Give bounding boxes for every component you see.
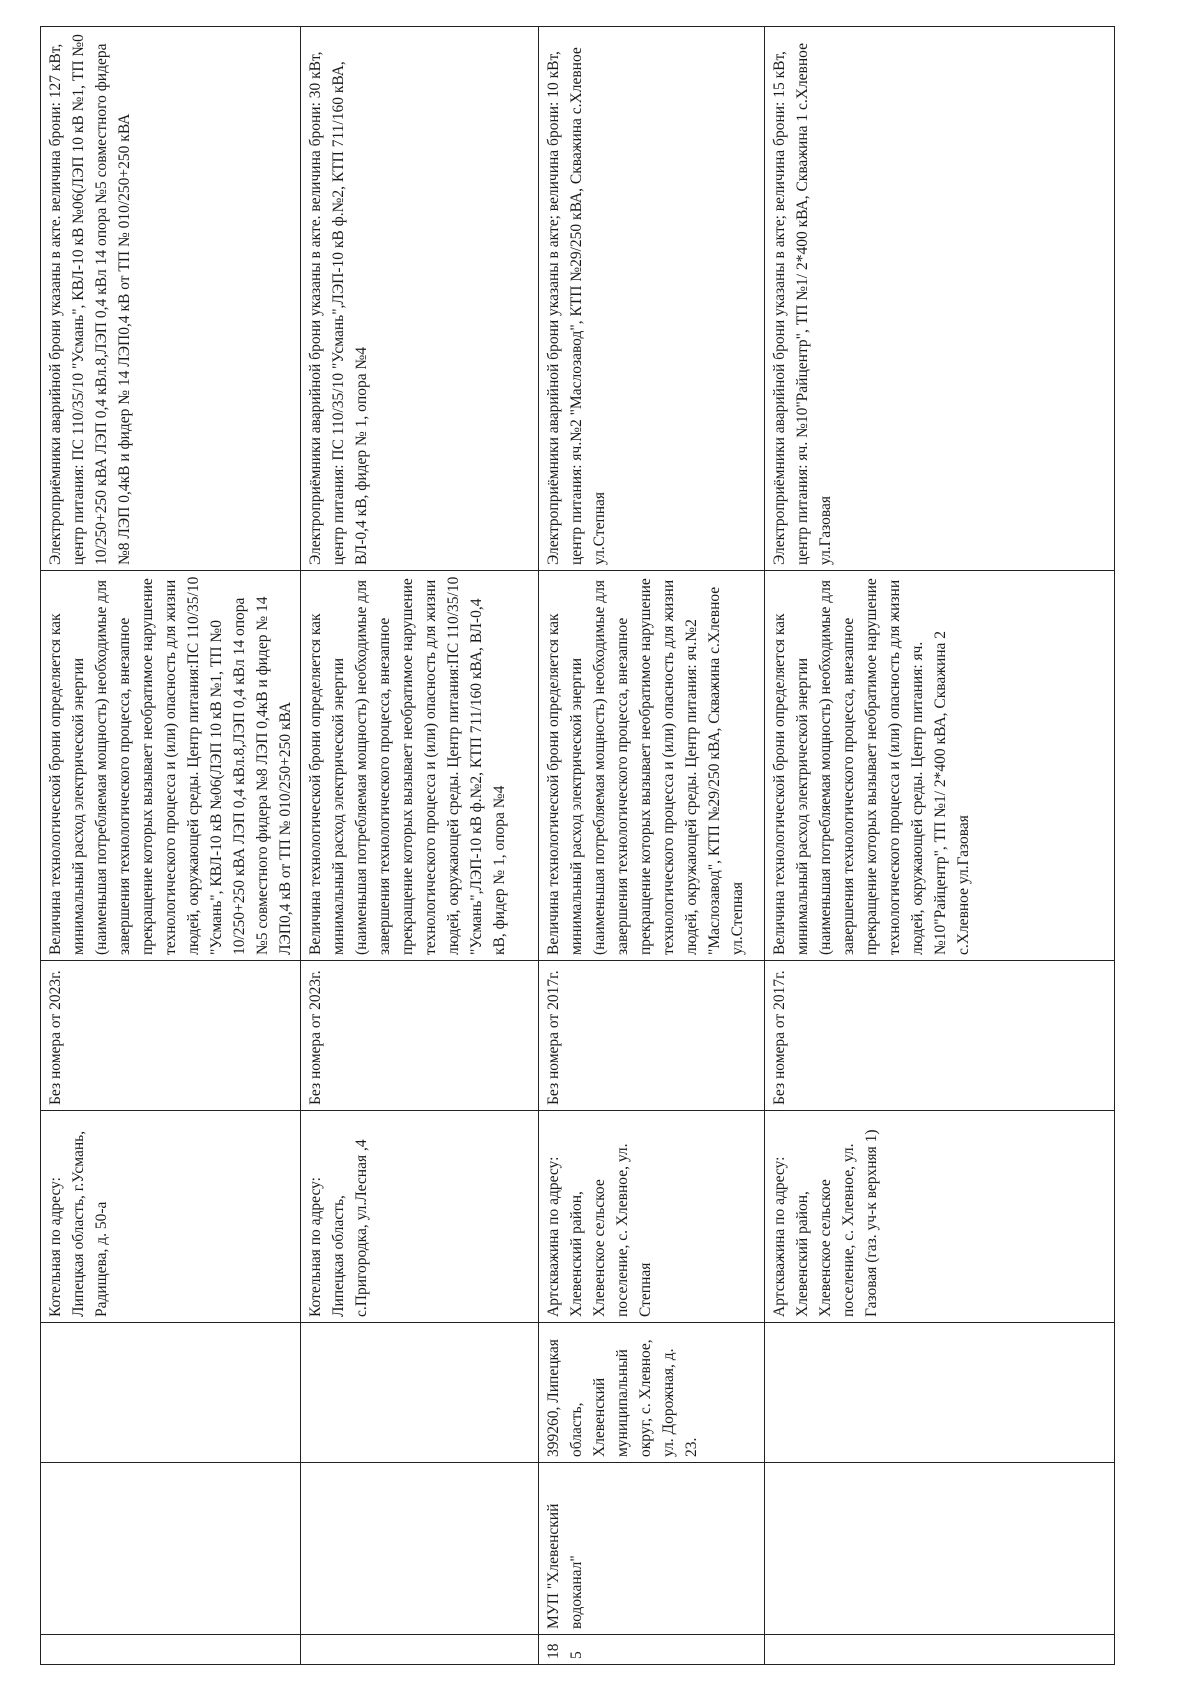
table-row (301, 27, 539, 1665)
organization-address (301, 1323, 539, 1463)
organization-address (41, 1323, 301, 1463)
technological-reserve: Величина технологической брони определяется как минимальный расход электрической энергии (наименьшая потребляемая мощность) необходимые для завершения технологического процесса, внезапное прекращение которых вызывает необратимое нарушение технологического процесса и (или) опасность для жизни людей, окружающей среды. Центр питания:ПС 110/35/10 "Усмань",ЛЭП-10 кВ ф.№2, КТП 711/160 кВА, ВЛ-0,4 кВ, фидер № 1, опора №4 (301, 571, 539, 961)
organization-name (301, 1463, 539, 1635)
object-address: Котельная по адресу: Липецкая область, г.Усмань, Радищева, д. 50-а (41, 1111, 301, 1323)
technological-reserve: Величина технологической брони определяется как минимальный расход электрической энергии (наименьшая потребляемая мощность) необходимые для завершения технологического процесса, внезапное прекращение которых вызывает необратимое нарушение технологического процесса и (или) опасность для жизни людей, окружающей среды. Центр питания: яч. №10"Райцентр", ТП №1/ 2*400 кВА, Скважина 2 с.Хлевное ул.Газовая (765, 571, 1115, 961)
table-row (765, 27, 1115, 1665)
reservation-table (40, 26, 1115, 1665)
emergency-reserve: Электроприёмники аварийной брони указаны в акте; величина брони: 15 кВт, центр питания: яч. №10"Райцентр", ТП №1/ 2*400 кВА, Скважина 1 с.Хлевное ул.Газовая (765, 27, 1115, 571)
emergency-reserve: Электроприёмники аварийной брони указаны в акте; величина брони: 10 кВт, центр питания: яч.№2 "Маслозавод", КТП №29/250 кВА, Скважина с.Хлевное ул.Степная (539, 27, 765, 571)
technological-reserve: Величина технологической брони определяется как минимальный расход электрической энергии (наименьшая потребляемая мощность) необходимые для завершения технологического процесса, внезапное прекращение которых вызывает необратимое нарушение технологического процесса и (или) опасность для жизни людей, окружающей среды. Центр питания:ПС 110/35/10 "Усмань", КВЛ-10 кВ №06(ЛЭП 10 кВ №1, ТП №0 10/250+250 кВА ЛЭП 0,4 кВл.8,ЛЭП 0,4 кВл 14 опора №5 совместного фидера №8 ЛЭП 0,4кВ и фидер № 14 ЛЭП0,4 кВ от ТП № 010/250+250 кВА (41, 571, 301, 961)
emergency-reserve: Электроприёмники аварийной брони указаны в акте. величина брони: 127 кВт, центр питания: ПС 110/35/10 "Усмань", КВЛ-10 кВ №06(ЛЭП 10 кВ №1, ТП №0 10/250+250 кВА ЛЭП 0,4 кВл.8,ЛЭП 0,4 кВл 14 опора №5 совместного фидера №8 ЛЭП 0,4кВ и фидер № 14 ЛЭП0,4 кВ от ТП № 010/250+250 кВА (41, 27, 301, 571)
act-reference: Без номера от 2017г. (765, 961, 1115, 1111)
row-number (765, 1635, 1115, 1665)
table-row (41, 27, 301, 1665)
row-number: 185 (539, 1635, 765, 1665)
emergency-reserve: Электроприёмники аварийной брони указаны в акте. величина брони: 30 кВт, центр питания: ПС 110/35/10 "Усмань",ЛЭП-10 кВ ф.№2, КТП 711/160 кВА, ВЛ-0,4 кВ, фидер № 1, опора №4 (301, 27, 539, 571)
table-row (539, 27, 765, 1665)
organization-name (41, 1463, 301, 1635)
row-number (301, 1635, 539, 1665)
technological-reserve: Величина технологической брони определяется как минимальный расход электрической энергии (наименьшая потребляемая мощность) необходимые для завершения технологического процесса, внезапное прекращение которых вызывает необратимое нарушение технологического процесса и (или) опасность для жизни людей, окружающей среды. Центр питания: яч.№2 "Маслозавод", КТП №29/250 кВА, Скважина с.Хлевное ул.Степная (539, 571, 765, 961)
organization-name: МУП "Хлевенский водоканал" (539, 1463, 765, 1635)
object-address: Котельная по адресу: Липецкая область, с.Пригородка, ул.Лесная ,4 (301, 1111, 539, 1323)
act-reference: Без номера от 2023г. (41, 961, 301, 1111)
object-address: Артскважина по адресу: Хлевенский район, Хлевенское сельское поселение, с. Хлевное, ул. Степная (539, 1111, 765, 1323)
object-address: Артскважина по адресу: Хлевенский район, Хлевенское сельское поселение, с. Хлевное, ул. Газовая (газ. уч-к верхняя 1) (765, 1111, 1115, 1323)
organization-address (765, 1323, 1115, 1463)
row-number (41, 1635, 301, 1665)
organization-address: 399260, Липецкая область, Хлевенский муниципальный округ, с. Хлевное, ул. Дорожная, д. 23. (539, 1323, 765, 1463)
rotated-page (0, 27, 1160, 1665)
organization-name (765, 1463, 1115, 1635)
act-reference: Без номера от 2017г. (539, 961, 765, 1111)
act-reference: Без номера от 2023г. (301, 961, 539, 1111)
